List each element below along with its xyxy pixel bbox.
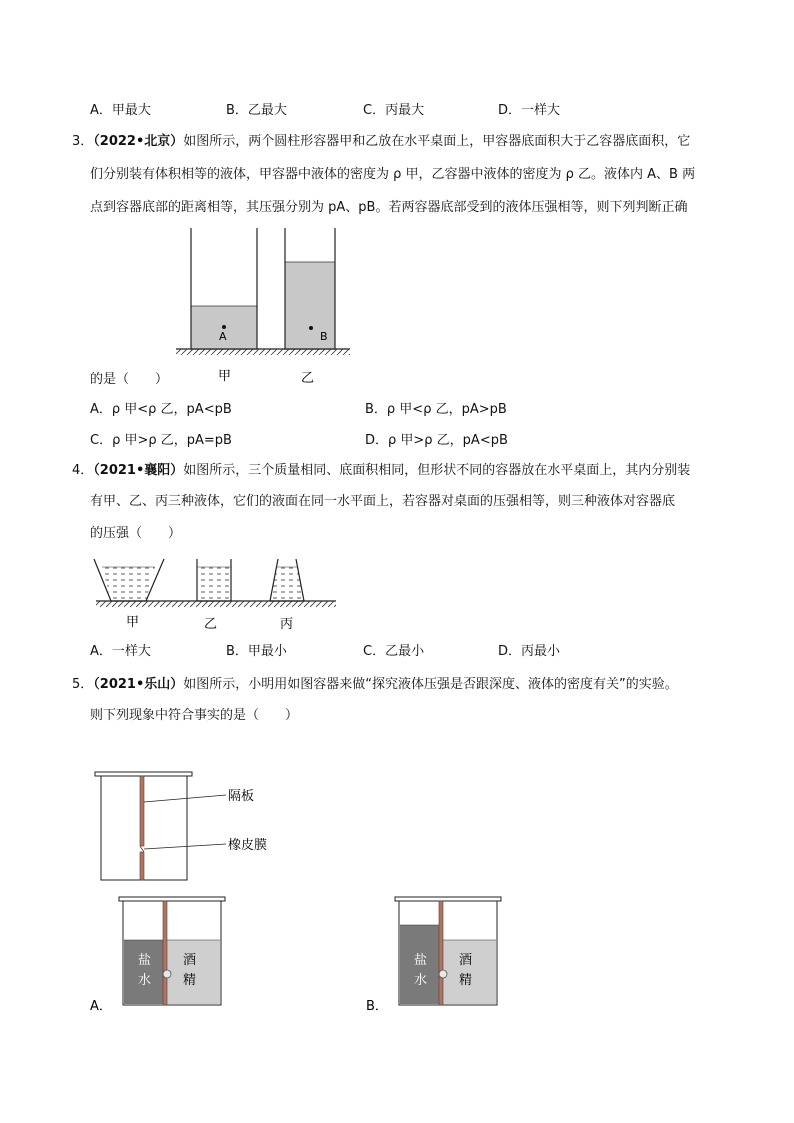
label-bing: 丙 [280, 617, 294, 632]
q4-option-d: D．丙最小 [498, 644, 561, 659]
q3-option-d: D．ρ 甲>ρ 乙，pA<pB [365, 433, 508, 448]
q5-number: 5． [72, 677, 94, 692]
label-membrane: 橡皮膜 [228, 838, 268, 853]
label-yi: 乙 [301, 371, 315, 386]
alcohol-label-1: 酒 [459, 953, 473, 968]
salt-water-label-1: 盐 [414, 953, 428, 968]
q5-option-b-figure [364, 892, 504, 1022]
alcohol-label-1: 酒 [183, 953, 197, 968]
point-a-dot [222, 325, 226, 329]
q3-figure [170, 222, 360, 386]
alcohol-label-2: 精 [459, 973, 473, 988]
point-b-label: B [320, 330, 328, 343]
q5-text-1: 如图所示，小明用如图容器来做“探究液体压强是否跟深度、液体的密度有关”的实验。 [183, 677, 678, 692]
option-b-label: B． [366, 999, 388, 1014]
q5-apparatus-figure [90, 766, 290, 886]
q4-figure [88, 553, 340, 635]
label-jia: 甲 [126, 615, 140, 630]
q3-line2: 们分别装有体积相等的液体，甲容器中液体的密度为 ρ 甲，乙容器中液体的密度为 ρ 乙。液体内 A、B 两 [90, 167, 696, 182]
q3-number: 3． [72, 134, 94, 149]
q4-line2: 有甲、乙、丙三种液体，它们的液面在同一水平面上，若容器对桌面的压强相等，则三种液体对容器底 [90, 494, 676, 509]
q2-option-a: A．甲最大 [90, 103, 151, 118]
salt-water-label-2: 水 [414, 973, 428, 988]
q3-line4: 的是（ ） [90, 372, 169, 387]
membrane-bulge [439, 970, 447, 978]
q2-option-d: D．一样大 [498, 103, 561, 118]
q3-option-b: B．ρ 甲<ρ 乙，pA>pB [365, 402, 507, 417]
q3-text-1: 如图所示，两个圆柱形容器甲和乙放在水平桌面上，甲容器底面积大于乙容器底面积，它 [183, 134, 691, 149]
q4-text-1: 如图所示，三个质量相同、底面积相同，但形状不同的容器放在水平桌面上，其内分别装 [183, 463, 691, 478]
q4-option-b: B．甲最小 [226, 644, 287, 659]
q3-source: （2022•北京） [93, 134, 184, 149]
label-jia: 甲 [218, 369, 232, 384]
q4-option-a: A．一样大 [90, 644, 151, 659]
salt-water-label-1: 盐 [138, 953, 152, 968]
q4-line1 [72, 462, 690, 480]
q5-source: （2021•乐山） [93, 677, 184, 692]
q4-number: 4． [72, 463, 94, 478]
q5-line2: 则下列现象中符合事实的是（ ） [90, 708, 299, 723]
q2-option-c: C．丙最大 [363, 103, 425, 118]
label-partition: 隔板 [228, 789, 255, 804]
option-a-label: A． [90, 999, 112, 1014]
q5-line1 [72, 676, 678, 694]
q5-option-a-figure [88, 892, 228, 1022]
q2-option-b: B．乙最大 [226, 103, 287, 118]
q4-source: （2021•襄阳） [93, 463, 184, 478]
q4-line3: 的压强（ ） [90, 526, 182, 541]
membrane-bulge [163, 970, 171, 978]
q3-option-c: C．ρ 甲>ρ 乙，pA=pB [90, 433, 232, 448]
alcohol-label-2: 精 [183, 973, 197, 988]
point-b-dot [309, 326, 313, 330]
partition [140, 776, 144, 846]
point-a-label: A [219, 330, 227, 343]
q3-line1 [72, 133, 690, 151]
q4-option-c: C．乙最小 [363, 644, 425, 659]
label-yi: 乙 [204, 617, 218, 632]
salt-water-label-2: 水 [138, 973, 152, 988]
q3-line3: 点到容器底部的距离相等，其压强分别为 pA、pB。若两容器底部受到的液体压强相等，则下列判断正确 [90, 200, 688, 215]
q3-option-a: A．ρ 甲<ρ 乙，pA<pB [90, 402, 232, 417]
